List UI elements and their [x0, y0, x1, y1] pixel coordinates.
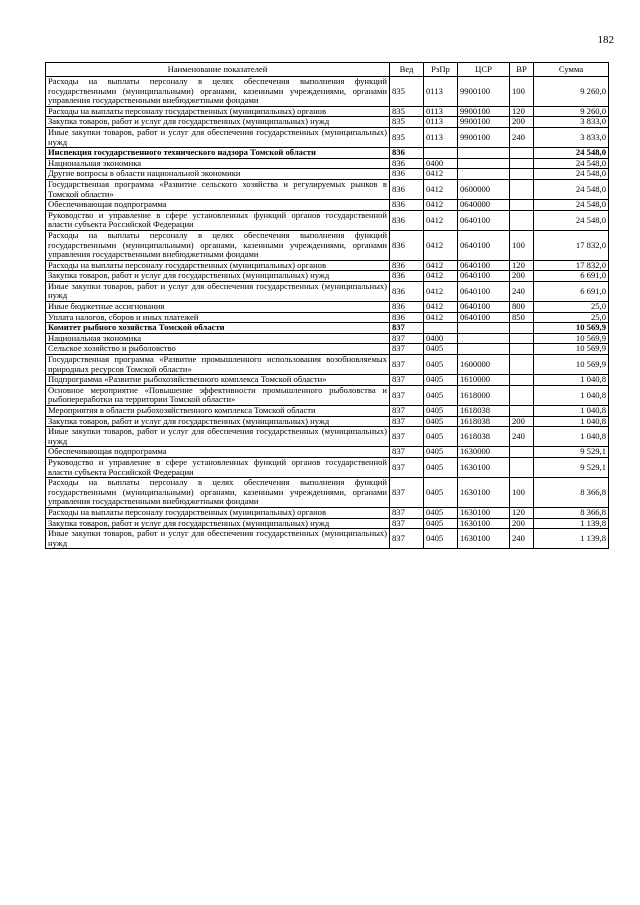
cell-rzpr: 0412 — [424, 260, 458, 271]
header-ved: Вед — [390, 63, 424, 77]
cell-csr: 1630100 — [458, 518, 510, 529]
cell-ved: 837 — [390, 323, 424, 334]
cell-rzpr: 0405 — [424, 478, 458, 508]
cell-sum: 24 548,0 — [534, 158, 609, 169]
table-row — [46, 507, 609, 518]
cell-vr: 200 — [510, 117, 534, 128]
table-row — [46, 416, 609, 427]
cell-ved: 837 — [390, 406, 424, 417]
cell-vr: 120 — [510, 260, 534, 271]
table-row — [46, 281, 609, 301]
cell-csr: 9900100 — [458, 77, 510, 107]
cell-name: Комитет рыбного хозяйства Томской области — [46, 323, 390, 334]
cell-rzpr: 0113 — [424, 106, 458, 117]
cell-vr — [510, 375, 534, 386]
cell-vr — [510, 355, 534, 375]
table-row — [46, 478, 609, 508]
cell-vr: 240 — [510, 281, 534, 301]
cell-csr: 1630100 — [458, 507, 510, 518]
cell-ved: 836 — [390, 169, 424, 180]
cell-name: Национальная экономика — [46, 333, 390, 344]
cell-csr: 1618000 — [458, 385, 510, 405]
cell-csr: 0640100 — [458, 271, 510, 282]
table-row — [46, 385, 609, 405]
cell-ved: 836 — [390, 312, 424, 323]
cell-ved: 836 — [390, 271, 424, 282]
cell-sum: 1 040,8 — [534, 375, 609, 386]
cell-csr: 9900100 — [458, 106, 510, 117]
cell-name: Иные закупки товаров, работ и услуг для обеспечения государственных (муниципальных) нужд — [46, 127, 390, 147]
cell-csr — [458, 323, 510, 334]
table-row — [46, 117, 609, 128]
cell-sum: 24 548,0 — [534, 179, 609, 199]
cell-ved: 835 — [390, 77, 424, 107]
cell-csr: 1630100 — [458, 457, 510, 477]
cell-ved: 835 — [390, 106, 424, 117]
table-row — [46, 230, 609, 260]
cell-ved: 837 — [390, 447, 424, 458]
cell-sum: 1 040,8 — [534, 406, 609, 417]
cell-rzpr: 0113 — [424, 77, 458, 107]
cell-vr — [510, 210, 534, 230]
cell-name: Обеспечивающая подпрограмма — [46, 447, 390, 458]
table-row — [46, 518, 609, 529]
cell-name: Расходы на выплаты персоналу в целях обеспечения выполнения функций государственными (муниципальными) органами, казенными учреждениями, органами управления государственными внебюджетными фондами — [46, 230, 390, 260]
cell-rzpr: 0405 — [424, 457, 458, 477]
cell-name: Государственная программа «Развитие промышленного использования возобновляемых природных ресурсов Томской области» — [46, 355, 390, 375]
table-row-department — [46, 323, 609, 334]
header-sum: Сумма — [534, 63, 609, 77]
cell-csr: 0600000 — [458, 179, 510, 199]
cell-sum: 10 569,9 — [534, 333, 609, 344]
cell-vr: 240 — [510, 127, 534, 147]
cell-name: Сельское хозяйство и рыболовство — [46, 344, 390, 355]
cell-csr — [458, 158, 510, 169]
cell-sum: 17 832,0 — [534, 230, 609, 260]
table-row — [46, 200, 609, 211]
cell-csr: 1630100 — [458, 529, 510, 549]
cell-rzpr: 0405 — [424, 406, 458, 417]
cell-vr — [510, 457, 534, 477]
cell-rzpr: 0412 — [424, 169, 458, 180]
cell-vr — [510, 447, 534, 458]
cell-sum: 24 548,0 — [534, 148, 609, 159]
cell-vr — [510, 385, 534, 405]
cell-ved: 837 — [390, 333, 424, 344]
cell-name: Расходы на выплаты персоналу государственных (муниципальных) органов — [46, 507, 390, 518]
cell-rzpr: 0405 — [424, 427, 458, 447]
table-row — [46, 427, 609, 447]
cell-rzpr: 0412 — [424, 302, 458, 313]
cell-rzpr: 0412 — [424, 281, 458, 301]
cell-sum: 10 569,9 — [534, 344, 609, 355]
cell-rzpr: 0405 — [424, 447, 458, 458]
table-row — [46, 77, 609, 107]
table-row — [46, 302, 609, 313]
cell-csr: 1600000 — [458, 355, 510, 375]
cell-ved: 836 — [390, 210, 424, 230]
cell-sum: 1 139,8 — [534, 518, 609, 529]
table-row — [46, 179, 609, 199]
cell-name: Руководство и управление в сфере установленных функций органов государственной власти субъекта Российской Федерации — [46, 457, 390, 477]
cell-rzpr: 0412 — [424, 179, 458, 199]
cell-ved: 837 — [390, 427, 424, 447]
table-row — [46, 210, 609, 230]
cell-sum: 25,0 — [534, 312, 609, 323]
cell-name: Другие вопросы в области национальной экономики — [46, 169, 390, 180]
cell-csr: 0640100 — [458, 312, 510, 323]
table-row — [46, 375, 609, 386]
cell-vr — [510, 344, 534, 355]
cell-name: Иные закупки товаров, работ и услуг для обеспечения государственных (муниципальных) нужд — [46, 281, 390, 301]
cell-name: Уплата налогов, сборов и иных платежей — [46, 312, 390, 323]
table-row — [46, 169, 609, 180]
cell-rzpr: 0400 — [424, 333, 458, 344]
cell-vr: 240 — [510, 529, 534, 549]
cell-ved: 837 — [390, 507, 424, 518]
cell-sum: 8 366,8 — [534, 507, 609, 518]
cell-rzpr: 0412 — [424, 210, 458, 230]
cell-name: Государственная программа «Развитие сельского хозяйства и регулируемых рынков в Томской области» — [46, 179, 390, 199]
cell-rzpr: 0405 — [424, 344, 458, 355]
cell-ved: 837 — [390, 416, 424, 427]
cell-vr: 200 — [510, 416, 534, 427]
cell-vr — [510, 169, 534, 180]
cell-sum: 17 832,0 — [534, 260, 609, 271]
cell-sum: 1 040,8 — [534, 416, 609, 427]
table-body — [46, 77, 609, 549]
cell-sum: 1 040,8 — [534, 385, 609, 405]
cell-sum: 25,0 — [534, 302, 609, 313]
table-row-department — [46, 148, 609, 159]
cell-csr — [458, 344, 510, 355]
cell-name: Расходы на выплаты персоналу в целях обеспечения выполнения функций государственными (муниципальными) органами, казенными учреждениями, органами управления государственными внебюджетными фондами — [46, 478, 390, 508]
cell-name: Национальная экономика — [46, 158, 390, 169]
cell-rzpr: 0405 — [424, 416, 458, 427]
cell-name: Расходы на выплаты персоналу государственных (муниципальных) органов — [46, 106, 390, 117]
cell-ved: 836 — [390, 230, 424, 260]
header-vr: ВР — [510, 63, 534, 77]
cell-csr: 1618038 — [458, 416, 510, 427]
cell-name: Подпрограмма «Развитие рыбохозяйственного комплекса Томской области» — [46, 375, 390, 386]
cell-csr: 0640100 — [458, 281, 510, 301]
table-row — [46, 406, 609, 417]
cell-sum: 24 548,0 — [534, 200, 609, 211]
table-header-row — [46, 63, 609, 77]
cell-vr: 100 — [510, 478, 534, 508]
cell-rzpr: 0405 — [424, 529, 458, 549]
cell-vr: 240 — [510, 427, 534, 447]
cell-ved: 837 — [390, 529, 424, 549]
cell-csr: 1618038 — [458, 406, 510, 417]
cell-csr: 9900100 — [458, 117, 510, 128]
table-row — [46, 333, 609, 344]
page-number: 182 — [597, 34, 614, 46]
cell-csr: 0640100 — [458, 210, 510, 230]
cell-sum: 9 529,1 — [534, 447, 609, 458]
cell-name: Иные закупки товаров, работ и услуг для обеспечения государственных (муниципальных) нужд — [46, 427, 390, 447]
cell-name: Обеспечивающая подпрограмма — [46, 200, 390, 211]
table-row — [46, 529, 609, 549]
cell-sum: 6 691,0 — [534, 271, 609, 282]
cell-ved: 835 — [390, 127, 424, 147]
table-row — [46, 127, 609, 147]
cell-vr: 200 — [510, 518, 534, 529]
cell-rzpr — [424, 323, 458, 334]
cell-name: Закупка товаров, работ и услуг для государственных (муниципальных) нужд — [46, 117, 390, 128]
table-row — [46, 344, 609, 355]
budget-table — [45, 62, 609, 549]
cell-vr: 800 — [510, 302, 534, 313]
cell-ved: 836 — [390, 302, 424, 313]
cell-name: Иные бюджетные ассигнования — [46, 302, 390, 313]
cell-csr — [458, 333, 510, 344]
cell-rzpr: 0412 — [424, 271, 458, 282]
cell-sum: 9 260,0 — [534, 106, 609, 117]
table-row — [46, 447, 609, 458]
cell-sum: 1 040,8 — [534, 427, 609, 447]
cell-sum: 1 139,8 — [534, 529, 609, 549]
cell-sum: 3 833,0 — [534, 117, 609, 128]
cell-name: Руководство и управление в сфере установленных функций органов государственной власти субъекта Российской Федерации — [46, 210, 390, 230]
cell-vr: 120 — [510, 507, 534, 518]
cell-rzpr: 0405 — [424, 385, 458, 405]
cell-ved: 837 — [390, 518, 424, 529]
cell-ved: 836 — [390, 158, 424, 169]
cell-rzpr: 0405 — [424, 355, 458, 375]
table-row — [46, 260, 609, 271]
cell-vr: 120 — [510, 106, 534, 117]
cell-csr: 1610000 — [458, 375, 510, 386]
cell-csr: 1618038 — [458, 427, 510, 447]
cell-name: Закупка товаров, работ и услуг для государственных (муниципальных) нужд — [46, 416, 390, 427]
cell-csr: 1630000 — [458, 447, 510, 458]
cell-ved: 836 — [390, 200, 424, 211]
cell-vr — [510, 179, 534, 199]
cell-ved: 836 — [390, 179, 424, 199]
cell-rzpr: 0412 — [424, 312, 458, 323]
cell-ved: 836 — [390, 260, 424, 271]
cell-ved: 837 — [390, 344, 424, 355]
cell-sum: 10 569,9 — [534, 323, 609, 334]
table-row — [46, 106, 609, 117]
header-csr: ЦСР — [458, 63, 510, 77]
cell-vr — [510, 406, 534, 417]
cell-ved: 835 — [390, 117, 424, 128]
cell-csr: 0640000 — [458, 200, 510, 211]
cell-ved: 836 — [390, 281, 424, 301]
cell-name: Основное мероприятие «Повышение эффективности промышленного рыболовства и рыбопереработки на территории Томской области» — [46, 385, 390, 405]
cell-rzpr: 0405 — [424, 375, 458, 386]
cell-csr: 0640100 — [458, 302, 510, 313]
cell-csr: 0640100 — [458, 260, 510, 271]
cell-vr — [510, 148, 534, 159]
cell-vr — [510, 323, 534, 334]
cell-csr — [458, 148, 510, 159]
cell-csr: 1630100 — [458, 478, 510, 508]
cell-sum: 8 366,8 — [534, 478, 609, 508]
cell-sum: 3 833,0 — [534, 127, 609, 147]
cell-sum: 24 548,0 — [534, 210, 609, 230]
table-row — [46, 355, 609, 375]
cell-csr: 0640100 — [458, 230, 510, 260]
cell-ved: 837 — [390, 355, 424, 375]
cell-vr — [510, 158, 534, 169]
cell-name: Расходы на выплаты персоналу в целях обеспечения выполнения функций государственными (муниципальными) органами, казенными учреждениями, органами управления государственными внебюджетными фондами — [46, 77, 390, 107]
cell-sum: 9 260,0 — [534, 77, 609, 107]
cell-sum: 6 691,0 — [534, 281, 609, 301]
cell-ved: 837 — [390, 375, 424, 386]
cell-rzpr: 0400 — [424, 158, 458, 169]
cell-vr — [510, 333, 534, 344]
cell-name: Закупка товаров, работ и услуг для государственных (муниципальных) нужд — [46, 271, 390, 282]
cell-ved: 836 — [390, 148, 424, 159]
cell-ved: 837 — [390, 457, 424, 477]
table-row — [46, 271, 609, 282]
cell-csr — [458, 169, 510, 180]
cell-csr: 9900100 — [458, 127, 510, 147]
cell-rzpr: 0113 — [424, 127, 458, 147]
table-row — [46, 457, 609, 477]
cell-vr: 100 — [510, 77, 534, 107]
cell-name: Инспекция государственного технического надзора Томской области — [46, 148, 390, 159]
cell-vr — [510, 200, 534, 211]
cell-name: Иные закупки товаров, работ и услуг для обеспечения государственных (муниципальных) нужд — [46, 529, 390, 549]
cell-sum: 24 548,0 — [534, 169, 609, 180]
header-rzpr: РзПр — [424, 63, 458, 77]
cell-ved: 837 — [390, 385, 424, 405]
cell-rzpr: 0113 — [424, 117, 458, 128]
header-name: Наименование показателей — [46, 63, 390, 77]
table-row — [46, 158, 609, 169]
cell-sum: 9 529,1 — [534, 457, 609, 477]
cell-rzpr — [424, 148, 458, 159]
cell-rzpr: 0412 — [424, 200, 458, 211]
cell-vr: 850 — [510, 312, 534, 323]
cell-vr: 100 — [510, 230, 534, 260]
cell-rzpr: 0405 — [424, 507, 458, 518]
cell-name: Закупка товаров, работ и услуг для государственных (муниципальных) нужд — [46, 518, 390, 529]
cell-name: Расходы на выплаты персоналу государственных (муниципальных) органов — [46, 260, 390, 271]
cell-name: Мероприятия в области рыбохозяйственного комплекса Томской области — [46, 406, 390, 417]
cell-ved: 837 — [390, 478, 424, 508]
cell-vr: 200 — [510, 271, 534, 282]
cell-rzpr: 0405 — [424, 518, 458, 529]
table-row — [46, 312, 609, 323]
cell-rzpr: 0412 — [424, 230, 458, 260]
cell-sum: 10 569,9 — [534, 355, 609, 375]
